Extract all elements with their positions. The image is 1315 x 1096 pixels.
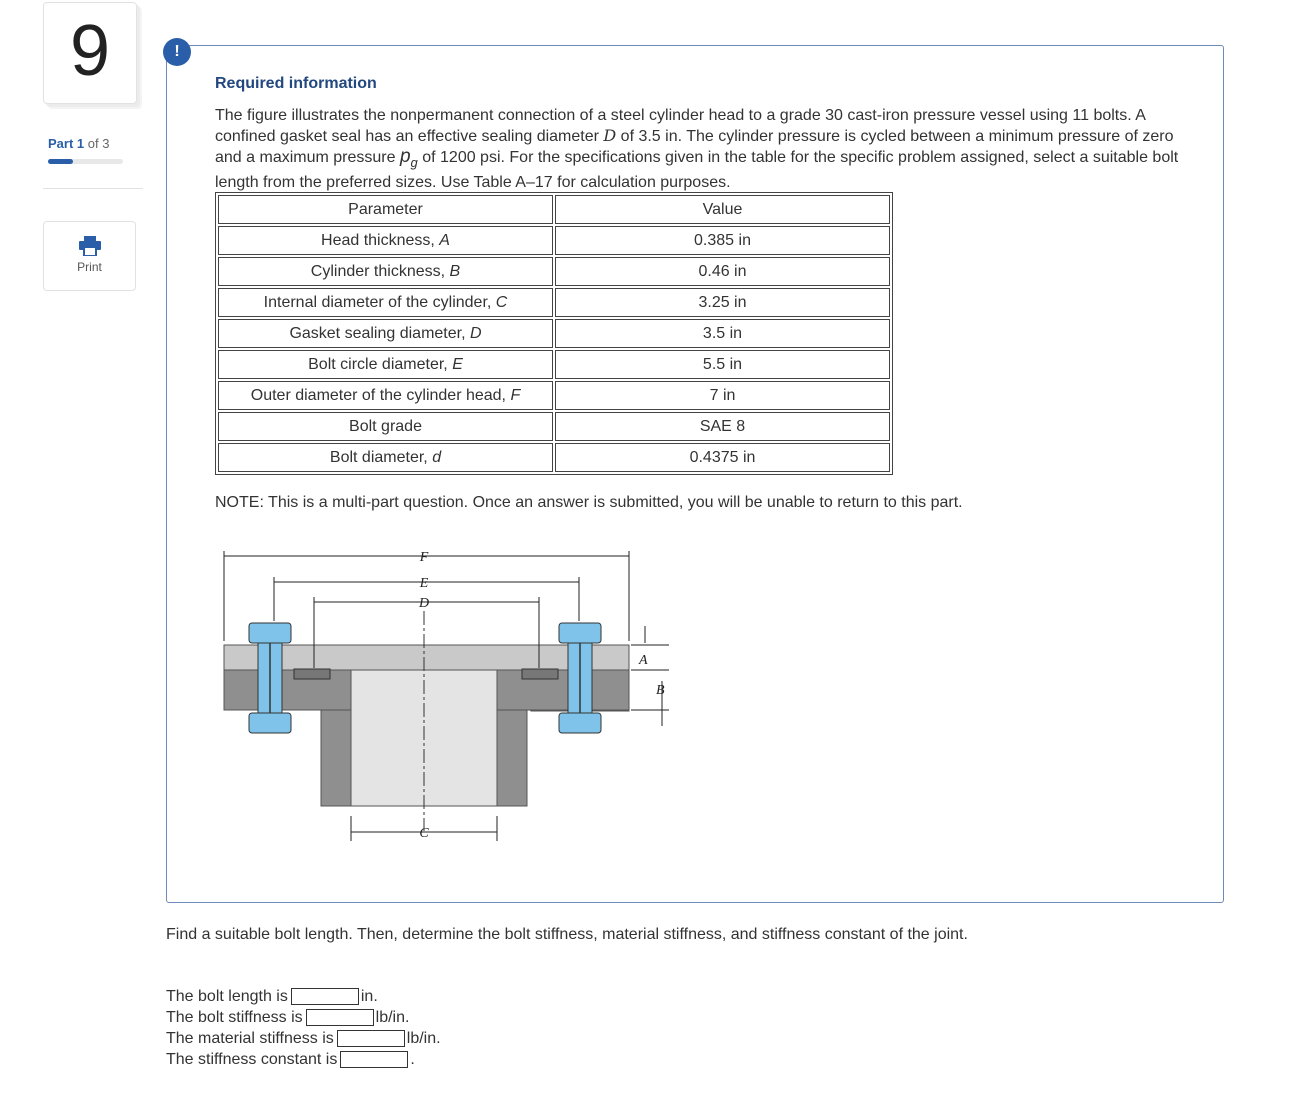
stiffness-constant-input[interactable] (340, 1051, 408, 1068)
label-A: A (639, 653, 648, 668)
value-cell: 5.5 in (555, 350, 890, 379)
value-cell: 0.46 in (555, 257, 890, 286)
table-header-row (218, 195, 890, 224)
param-cell: Bolt grade (218, 412, 553, 441)
question-prompt: Find a suitable bolt length. Then, determine the bolt stiffness, material stiffness, and stiffness constant of the joint. (166, 926, 968, 943)
label-B: B (656, 683, 665, 698)
table-row (218, 412, 890, 441)
info-badge: ! (163, 38, 191, 66)
header-parameter: Parameter (218, 195, 553, 224)
gasket-left (294, 669, 330, 679)
label-E: E (419, 576, 429, 591)
required-info-title: Required information (215, 75, 377, 92)
rail-divider (43, 188, 143, 189)
answer-unit: lb/in. (375, 1009, 410, 1026)
param-cell: Head thickness, A (218, 226, 553, 255)
print-button[interactable] (43, 221, 136, 291)
print-label: Print (77, 260, 102, 274)
value-cell: 3.5 in (555, 319, 890, 348)
answer-label: The bolt stiffness is (166, 1009, 303, 1026)
question-number: 9 (69, 11, 111, 91)
answer-unit: in. (360, 988, 378, 1005)
table-row (218, 350, 890, 379)
table-row (218, 257, 890, 286)
bolt-length-input[interactable] (291, 988, 359, 1005)
part-current: 1 (76, 136, 85, 151)
param-cell: Bolt diameter, d (218, 443, 553, 472)
table-row (218, 226, 890, 255)
symbol-pg: $p_g$ (399, 146, 418, 170)
answer-label: The stiffness constant is (166, 1051, 338, 1068)
part-progress-fill (48, 159, 73, 164)
answer-row-bolt-length (166, 986, 441, 1007)
value-cell: 0.385 in (555, 226, 890, 255)
label-C: C (419, 826, 429, 841)
answer-unit: lb/in. (406, 1030, 441, 1047)
table-row (218, 288, 890, 317)
multi-part-note: NOTE: This is a multi-part question. Once an answer is submitted, you will be unable to return to this part. (215, 494, 963, 511)
param-cell: Internal diameter of the cylinder, C (218, 288, 553, 317)
problem-statement (215, 106, 1200, 193)
material-stiffness-input[interactable] (337, 1030, 405, 1047)
answer-area (166, 986, 441, 1070)
symbol-D: D (603, 126, 617, 145)
vessel-wall-right-body (497, 710, 527, 806)
answer-row-material-stiffness (166, 1028, 441, 1049)
param-cell: Bolt circle diameter, E (218, 350, 553, 379)
statement-part-2: of 3.5 in. The cylinder pressure is cycled between a minimum pressure of zero and a maximum pressure (215, 128, 1174, 166)
answer-row-stiffness-constant (166, 1049, 441, 1070)
printer-icon (79, 236, 101, 256)
part-progress-track (48, 159, 123, 164)
vessel-flange-left (224, 670, 351, 710)
answer-row-bolt-stiffness (166, 1007, 441, 1028)
value-cell: 3.25 in (555, 288, 890, 317)
question-number-card (43, 2, 137, 104)
param-cell: Outer diameter of the cylinder head, F (218, 381, 553, 410)
vessel-wall-left-body (321, 710, 351, 806)
bolt-stiffness-input[interactable] (306, 1009, 374, 1026)
required-information-panel (166, 45, 1224, 903)
value-cell: 7 in (555, 381, 890, 410)
cylinder-head-figure (219, 551, 699, 851)
header-value: Value (555, 195, 890, 224)
gasket-right (522, 669, 558, 679)
part-total: of 3 (87, 136, 110, 151)
statement-part-3: of 1200 psi. For the specifications given in the table for the specific problem assigned, select a suitable bolt length from the preferred sizes. Use Table A–17 for calculation purposes. (215, 149, 1179, 191)
part-indicator (48, 136, 109, 151)
parameter-table (215, 192, 893, 475)
label-D: D (418, 596, 430, 611)
left-rail (0, 0, 150, 1096)
value-cell: SAE 8 (555, 412, 890, 441)
table-row (218, 443, 890, 472)
label-F: F (419, 551, 429, 565)
answer-unit: . (410, 1051, 415, 1068)
vessel-flange-right (497, 670, 629, 710)
param-cell: Gasket sealing diameter, D (218, 319, 553, 348)
answer-label: The bolt length is (166, 988, 288, 1005)
part-label-prefix: Part (48, 136, 74, 151)
statement-part-1: The figure illustrates the nonpermanent connection of a steel cylinder head to a grade 30 cast-iron pressure vessel using 11 bolts. A confined gasket seal has an effective sealing diameter (215, 107, 1146, 145)
param-cell: Cylinder thickness, B (218, 257, 553, 286)
table-row (218, 319, 890, 348)
table-row (218, 381, 890, 410)
answer-label: The material stiffness is (166, 1030, 334, 1047)
value-cell: 0.4375 in (555, 443, 890, 472)
